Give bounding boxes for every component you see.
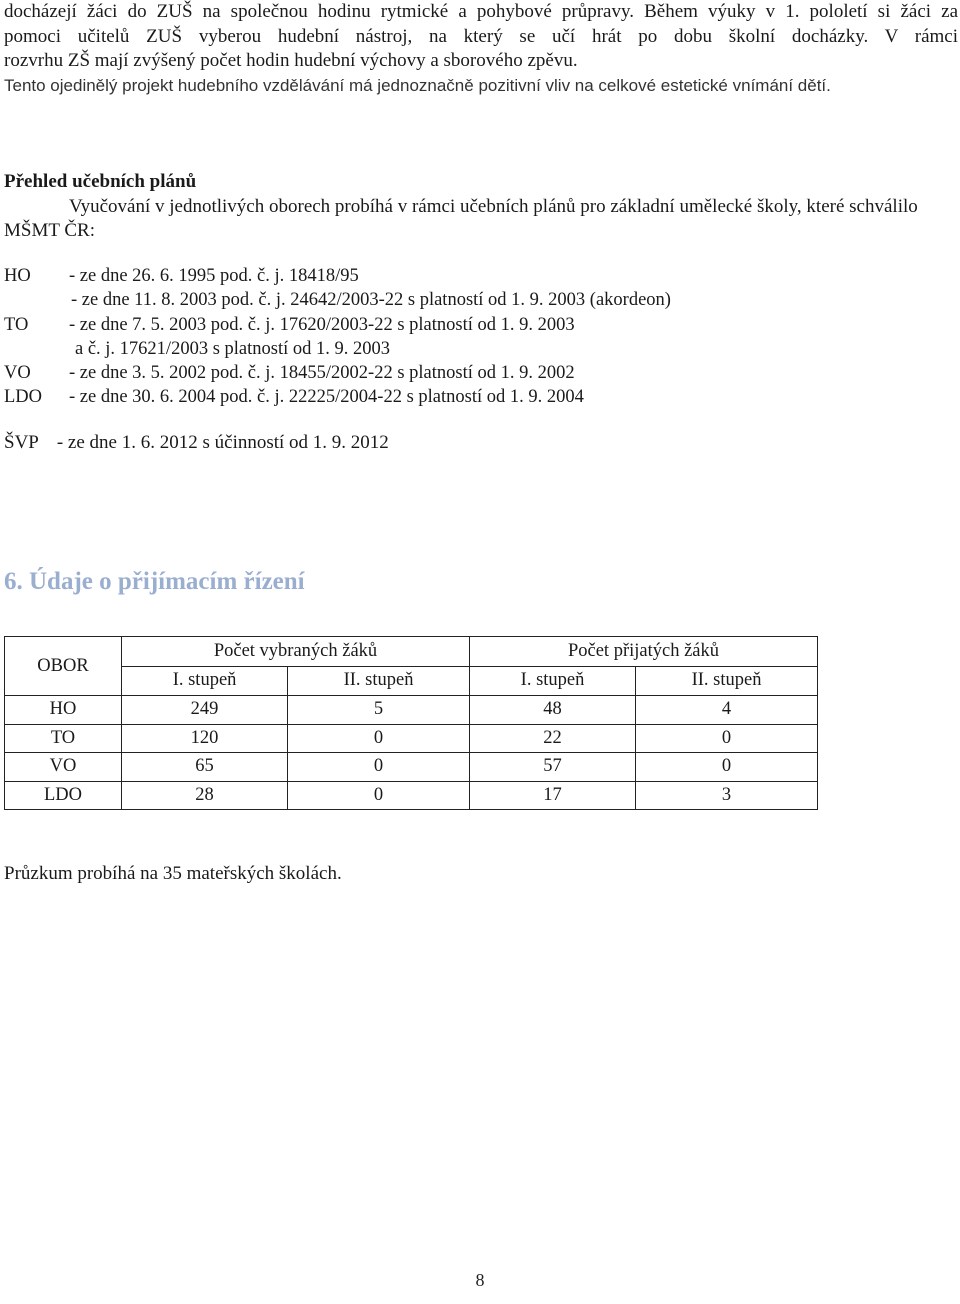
cell-accepted-1: 48 [469,696,635,725]
plan-text: - ze dne 30. 6. 2004 pod. č. j. 22225/2004-22 s platností od 1. 9. 2004 [69,387,584,408]
header-selected-stage-1: I. stupeň [122,666,288,696]
header-selected: Počet vybraných žáků [122,637,470,667]
curriculum-section [4,169,958,243]
table-header-row [5,637,818,667]
cell-obor: TO [5,724,122,753]
cell-accepted-2: 4 [636,696,818,725]
header-accepted-stage-1: I. stupeň [469,666,635,696]
intro-line-4: Tento ojedinělý projekt hudebního vzdělávání má jednoznačně pozitivní vliv na celkové estetické vnímání dětí. [4,75,831,95]
plan-code: TO [4,314,29,335]
curriculum-intro-text: Vyučování v jednotlivých oborech probíhá v rámci učebních plánů pro základní umělecké školy, které schválilo MŠMT ČR: [4,196,918,241]
table-subheader-row [5,666,818,696]
table-row [5,696,818,725]
table-row [5,753,818,782]
page-number: 8 [475,1270,485,1290]
plan-text: - ze dne 11. 8. 2003 pod. č. j. 24642/2003-22 s platností od 1. 9. 2003 (akordeon) [71,290,671,311]
cell-accepted-1: 22 [469,724,635,753]
cell-selected-2: 0 [288,724,470,753]
cell-accepted-2: 0 [636,753,818,782]
cell-accepted-2: 0 [636,724,818,753]
cell-selected-1: 249 [122,696,288,725]
cell-selected-1: 28 [122,781,288,810]
svp-code: ŠVP [4,432,39,453]
cell-accepted-2: 3 [636,781,818,810]
header-obor: OBOR [5,637,122,696]
admission-section-title: 6. Údaje o přijímacím řízení [4,568,305,595]
plan-text: - ze dne 7. 5. 2003 pod. č. j. 17620/2003-22 s platností od 1. 9. 2003 [69,314,575,335]
cell-selected-2: 5 [288,696,470,725]
cell-selected-1: 65 [122,753,288,782]
cell-obor: VO [5,753,122,782]
svp-text: - ze dne 1. 6. 2012 s účinností od 1. 9. 2012 [56,432,389,453]
intro-paragraph [4,0,958,98]
cell-selected-2: 0 [288,781,470,810]
cell-accepted-1: 17 [469,781,635,810]
survey-note: Průzkum probíhá na 35 mateřských školách. [4,863,342,884]
intro-line-2: pomoci učitelů ZUŠ vyberou hudební nástroj, na který se učí hrát po dobu školní docházky. V rámci [4,25,958,47]
cell-selected-1: 120 [122,724,288,753]
curriculum-heading: Přehled učebních plánů [4,171,197,192]
plan-code: LDO [4,387,43,408]
plan-text: - ze dne 26. 6. 1995 pod. č. j. 18418/95 [69,266,359,286]
header-accepted-stage-2: II. stupeň [636,666,818,696]
header-accepted: Počet přijatých žáků [469,637,817,667]
intro-line-1: docházejí žáci do ZUŠ na společnou hodinu rytmické a pohybové průpravy. Během výuky v 1. pololetí si žáci za [4,1,958,22]
svp-line [4,432,389,454]
plan-code: VO [4,363,31,384]
cell-selected-2: 0 [288,753,470,782]
plan-code: HO [4,266,31,286]
cell-accepted-1: 57 [469,753,635,782]
table-row [5,781,818,810]
header-selected-stage-2: II. stupeň [288,666,470,696]
admission-table [4,636,818,810]
plan-text: - ze dne 3. 5. 2002 pod. č. j. 18455/2002-22 s platností od 1. 9. 2002 [69,363,575,384]
cell-obor: LDO [5,781,122,810]
intro-line-3: rozvrhu ZŠ mají zvýšený počet hodin hudební výchovy a sborového zpěvu. [4,50,578,71]
cell-obor: HO [5,696,122,725]
table-row [5,724,818,753]
plan-text: a č. j. 17621/2003 s platností od 1. 9. 2003 [75,338,390,359]
